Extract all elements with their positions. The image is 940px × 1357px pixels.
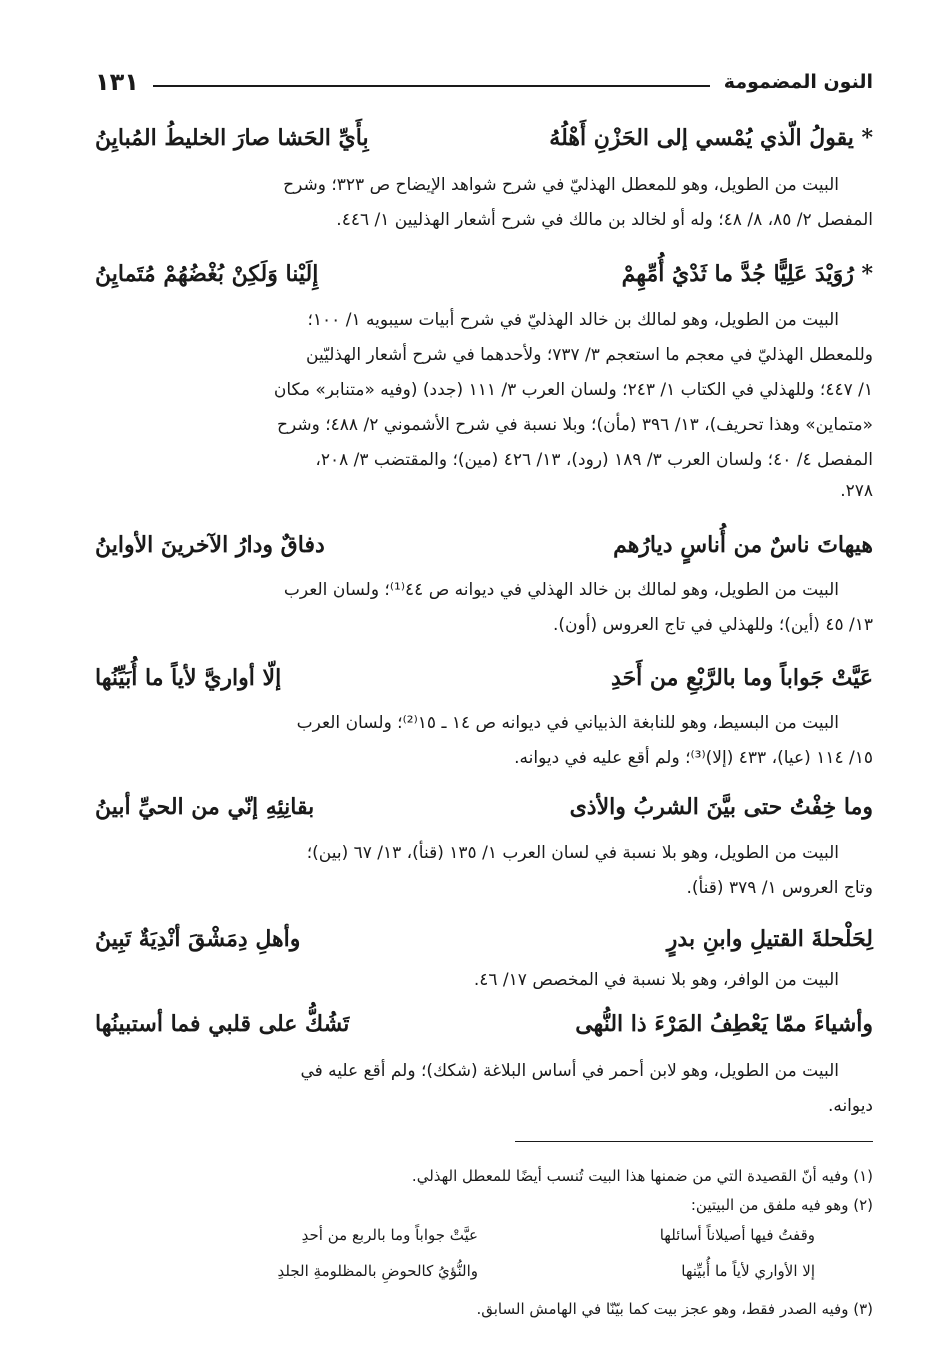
- verse-second-hemistich: تَشُكُّ على قلبي فما أستبينُها: [95, 1011, 350, 1037]
- citation-line: ٢٧٨.: [840, 481, 873, 501]
- citation-line: وتاج العروس ١/ ٣٧٩ (قنأ).: [686, 878, 873, 898]
- verse: [95, 785, 873, 829]
- footnote-verse-first-hemistich: إلا الأواري لأياً ما أُبيِّنها: [681, 1262, 815, 1280]
- verse-second-hemistich: بقانِئِهِ إنّي من الحيِّ أبينُ: [95, 794, 315, 820]
- verse-second-hemistich: بِأَيِّ الحَشا صارَ الخليطُ المُبايِنُ: [95, 125, 369, 151]
- verse-second-hemistich: وأهلِ دِمَشْقَ أنْدِيَةٌ تَبِينُ: [95, 926, 301, 952]
- verse-citation: [95, 573, 873, 643]
- verse: [95, 1002, 873, 1046]
- footnote: (٢) وهو فيه ملفق من البيتين:: [690, 1196, 873, 1214]
- citation-line: ديوانه.: [827, 1096, 873, 1116]
- verse-first-hemistich: * يقولُ الّذي يُمْسي إلى الحَزْنِ أَهْلُهُ: [549, 125, 873, 151]
- footnote-verse: [95, 1226, 873, 1252]
- verse-first-hemistich: لِحَلْحلةَ القتيلِ وابنِ بدرٍ: [666, 926, 873, 952]
- citation-line: البيت من الطويل، وهو لابن أحمر في أساس البلاغة (شكك)؛ ولم أقع عليه في: [300, 1061, 839, 1081]
- verse-second-hemistich: إلّا أواريَّ لأياً ما أُبَيِّنُها: [95, 665, 282, 691]
- citation-line: البيت من الطويل، وهو للمعطل الهذليّ في شرح شواهد الإيضاح ص ٣٢٣؛ وشرح: [283, 175, 839, 195]
- running-header: [95, 64, 873, 100]
- verse: [95, 116, 873, 160]
- footnote-verse: [95, 1262, 873, 1288]
- citation-line: المفصل ٤/ ٤٠؛ ولسان العرب ٣/ ١٨٩ (رود)، ١٣/ ٤٢٦ (مين)؛ والمقتضب ٣/ ٢٠٨،: [315, 450, 873, 470]
- verse-first-hemistich: وأشياءَ ممّا يَعْطِفُ المَرْءَ ذا النُّهى: [575, 1011, 873, 1037]
- page-number: ١٣١: [95, 68, 139, 96]
- verse-first-hemistich: عَيَّتْ جَواباً وما بالرَّبْعِ من أَحَدِ: [611, 665, 873, 691]
- running-title: النون المضمومة: [723, 71, 873, 93]
- footnote: (٣) وفيه الصدر فقط، وهو عجز بيت كما بيّنّا في الهامش السابق.: [476, 1300, 873, 1318]
- citation-line: ١٥/ ١١٤ (عيا)، ٤٣٣ (إلا)⁽³⁾؛ ولم أقع عليه في ديوانه.: [514, 748, 873, 768]
- footnote-verse-first-hemistich: وقفتُ فيها أصيلاناً أسائلها: [659, 1226, 815, 1244]
- verse-citation: [95, 963, 873, 998]
- header-rule: [153, 85, 710, 87]
- verse-citation: [95, 168, 873, 238]
- citation-line: وللمعطل الهذليّ في معجم ما استعجم ٣/ ٧٣٧؛ ولأحدهما في شرح أشعار الهذليّين: [306, 345, 873, 365]
- verse-citation: [95, 836, 873, 906]
- verse-first-hemistich: * رُوَيْدَ عَلِيًّا جُدَّ ما ثَدْيُ أُمِّهِمْ: [621, 261, 873, 287]
- verse-citation: [95, 303, 873, 504]
- citation-line: البيت من الوافر، وهو بلا نسبة في المخصص ١٧/ ٤٦.: [473, 970, 839, 990]
- verse: [95, 252, 873, 296]
- citation-line: البيت من الطويل، وهو لمالك بن خالد الهذلي في ديوانه ص ٤٤⁽¹⁾؛ ولسان العرب: [283, 580, 839, 600]
- citation-line: «متماين» وهذا تحريف)، ١٣/ ٣٩٦ (مأن)؛ وبلا نسبة في شرح الأشموني ٢/ ٤٨٨؛ وشرح: [277, 415, 873, 435]
- verse: [95, 656, 873, 700]
- verse-first-hemistich: وما خِفْتُ حتى بيَّنَ الشربُ والأذى: [569, 794, 873, 820]
- citation-line: ١٣/ ٤٥ (أين)؛ وللهذلي في تاج العروس (أون).: [553, 615, 873, 635]
- verse-citation: [95, 706, 873, 776]
- footnote-rule: [515, 1141, 873, 1142]
- citation-line: المفصل ٢/ ٨٥، ٨/ ٤٨؛ وله أو لخالد بن مالك في شرح أشعار الهذليين ١/ ٤٤٦.: [336, 210, 873, 230]
- citation-line: البيت من الطويل، وهو لمالك بن خالد الهذليّ في شرح أبيات سيبويه ١/ ١٠٠؛: [307, 310, 839, 330]
- citation-line: البيت من البسيط، وهو للنابغة الذبياني في ديوانه ص ١٤ ـ ١٥⁽²⁾؛ ولسان العرب: [296, 713, 839, 733]
- footnote-verse-second-hemistich: والنُّؤيُ كالحوضِ بالمظلومةِ الجلدِ: [277, 1262, 478, 1280]
- citation-line: البيت من الطويل، وهو بلا نسبة في لسان العرب ١/ ١٣٥ (قنأ)، ١٣/ ٦٧ (بين)؛: [306, 843, 839, 863]
- footnote: (١) وفيه أنّ القصيدة التي من ضمنها هذا البيت تُنسب أيضًا للمعطل الهذلي.: [411, 1167, 873, 1185]
- verse-citation: [95, 1054, 873, 1124]
- verse-second-hemistich: إِلَيْنا وَلَكِنْ بُغْضُهُمْ مُتَمايِنُ: [95, 261, 319, 287]
- footnote-verse-second-hemistich: عيَّتْ جواباً وما بالربع من أحدِ: [301, 1226, 478, 1244]
- verse: [95, 523, 873, 567]
- verse: [95, 917, 873, 961]
- verse-first-hemistich: هيهاتَ ناسٌ من أُناسٍ ديارُهم: [613, 532, 873, 558]
- citation-line: ١/ ٤٤٧؛ وللهذلي في الكتاب ١/ ٢٤٣؛ ولسان العرب ٣/ ١١١ (جدد) (وفيه «متنابر» مكان: [273, 380, 873, 400]
- verse-second-hemistich: دفاقٌ ودارُ الآخرينَ الأواينُ: [95, 532, 325, 558]
